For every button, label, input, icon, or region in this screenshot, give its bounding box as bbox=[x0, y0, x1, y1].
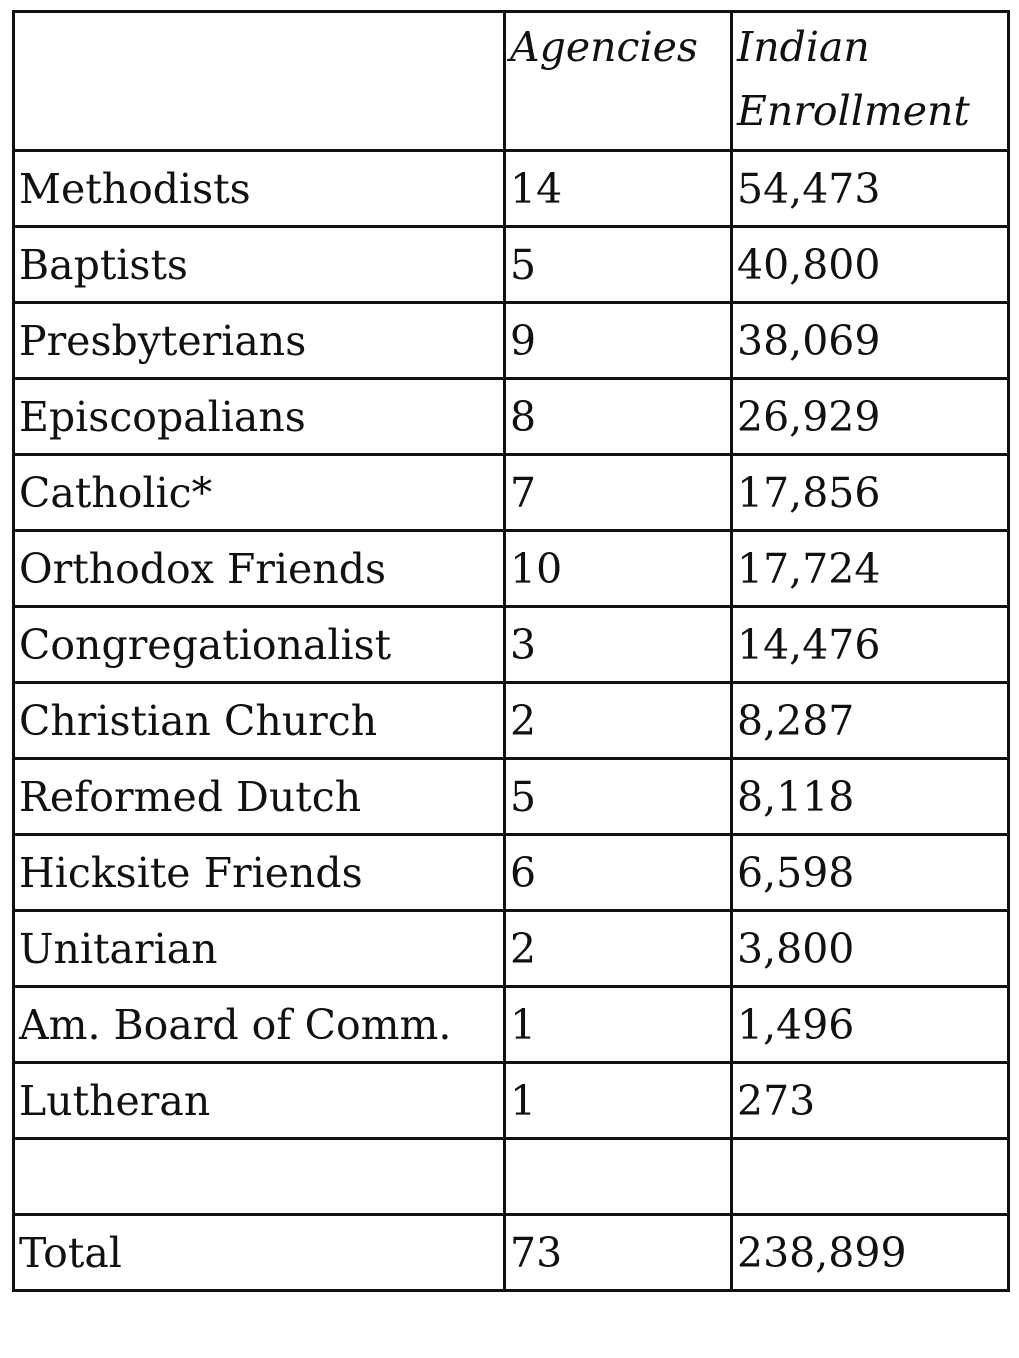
denomination-cell: Congregationalist bbox=[14, 607, 505, 683]
header-agencies: Agencies bbox=[505, 12, 732, 151]
denomination-cell: Hicksite Friends bbox=[14, 835, 505, 911]
table-row bbox=[14, 227, 1009, 303]
enrollment-cell: 8,118 bbox=[732, 759, 1009, 835]
header-enrollment: Indian Enrollment bbox=[732, 12, 1009, 151]
header-row bbox=[14, 12, 1009, 151]
denomination-cell: Catholic* bbox=[14, 455, 505, 531]
denomination-cell: Episcopalians bbox=[14, 379, 505, 455]
total-enrollment: 238,899 bbox=[732, 1215, 1009, 1291]
table-row bbox=[14, 911, 1009, 987]
table-row bbox=[14, 987, 1009, 1063]
agencies-cell: 5 bbox=[505, 759, 732, 835]
agencies-cell: 1 bbox=[505, 987, 732, 1063]
agencies-cell: 6 bbox=[505, 835, 732, 911]
table-row bbox=[14, 1063, 1009, 1139]
denomination-cell: Reformed Dutch bbox=[14, 759, 505, 835]
denomination-cell: Methodists bbox=[14, 151, 505, 227]
table-row bbox=[14, 759, 1009, 835]
header-denomination bbox=[14, 12, 505, 151]
table-row bbox=[14, 1139, 1009, 1215]
denomination-cell bbox=[14, 1139, 505, 1215]
enrollment-cell: 38,069 bbox=[732, 303, 1009, 379]
enrollment-cell: 26,929 bbox=[732, 379, 1009, 455]
enrollment-cell: 17,856 bbox=[732, 455, 1009, 531]
enrollment-cell: 40,800 bbox=[732, 227, 1009, 303]
enrollment-cell: 8,287 bbox=[732, 683, 1009, 759]
agencies-cell: 9 bbox=[505, 303, 732, 379]
table-row bbox=[14, 455, 1009, 531]
table-row bbox=[14, 683, 1009, 759]
enrollment-table bbox=[12, 10, 1010, 1292]
agencies-cell: 8 bbox=[505, 379, 732, 455]
enrollment-cell bbox=[732, 1139, 1009, 1215]
agencies-cell: 3 bbox=[505, 607, 732, 683]
enrollment-cell: 17,724 bbox=[732, 531, 1009, 607]
total-agencies: 73 bbox=[505, 1215, 732, 1291]
enrollment-cell: 54,473 bbox=[732, 151, 1009, 227]
agencies-cell: 5 bbox=[505, 227, 732, 303]
enrollment-cell: 14,476 bbox=[732, 607, 1009, 683]
enrollment-cell: 3,800 bbox=[732, 911, 1009, 987]
denomination-cell: Am. Board of Comm. bbox=[14, 987, 505, 1063]
denomination-cell: Lutheran bbox=[14, 1063, 505, 1139]
agencies-cell: 1 bbox=[505, 1063, 732, 1139]
denomination-cell: Orthodox Friends bbox=[14, 531, 505, 607]
table-row bbox=[14, 531, 1009, 607]
total-row bbox=[14, 1215, 1009, 1291]
agencies-cell bbox=[505, 1139, 732, 1215]
agencies-cell: 14 bbox=[505, 151, 732, 227]
denomination-cell: Presbyterians bbox=[14, 303, 505, 379]
table-row bbox=[14, 607, 1009, 683]
table-row bbox=[14, 303, 1009, 379]
table-row bbox=[14, 379, 1009, 455]
agencies-cell: 7 bbox=[505, 455, 732, 531]
agencies-cell: 10 bbox=[505, 531, 732, 607]
table-row bbox=[14, 835, 1009, 911]
denomination-cell: Baptists bbox=[14, 227, 505, 303]
denomination-cell: Unitarian bbox=[14, 911, 505, 987]
total-label: Total bbox=[14, 1215, 505, 1291]
agencies-cell: 2 bbox=[505, 911, 732, 987]
enrollment-cell: 1,496 bbox=[732, 987, 1009, 1063]
enrollment-cell: 273 bbox=[732, 1063, 1009, 1139]
table-row bbox=[14, 151, 1009, 227]
enrollment-cell: 6,598 bbox=[732, 835, 1009, 911]
agencies-cell: 2 bbox=[505, 683, 732, 759]
denomination-cell: Christian Church bbox=[14, 683, 505, 759]
